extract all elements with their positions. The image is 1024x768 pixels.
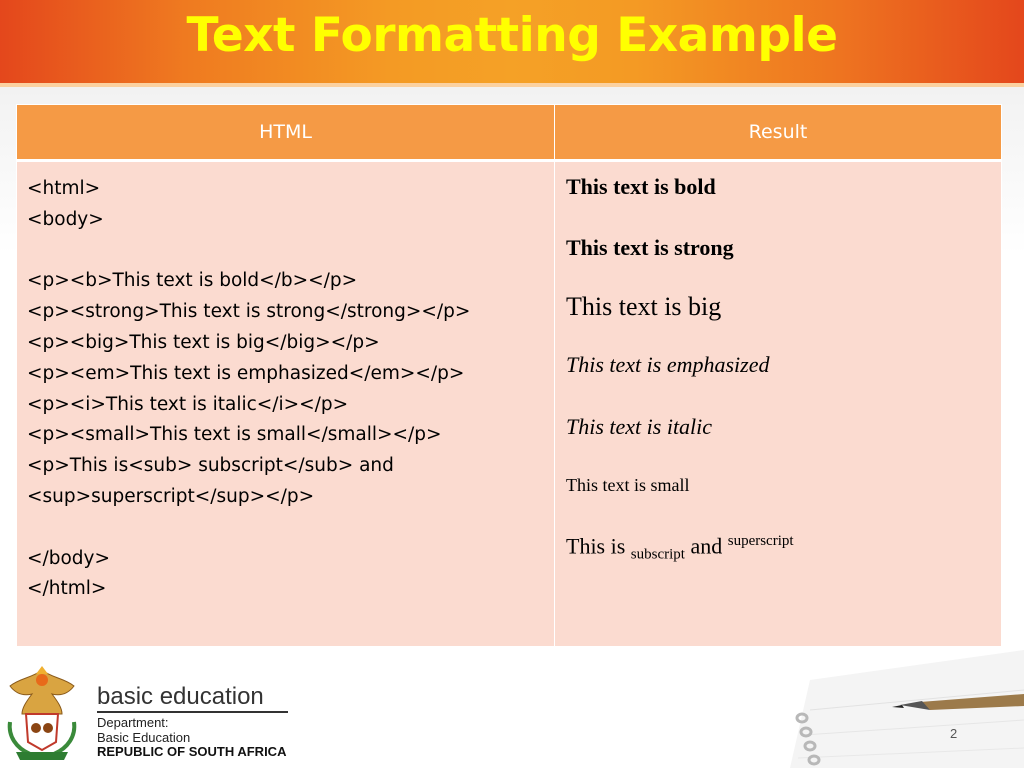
code-line: <p><big>This text is big</big></p> [27,331,380,353]
code-line: <p><em>This text is emphasized</em></p> [27,362,465,384]
brand-divider [97,711,288,713]
header-html: HTML [17,105,555,161]
formatting-table [16,104,1002,647]
coat-of-arms-icon [2,664,82,762]
code-line: <body> [27,208,104,230]
code-line: <p><i>This text is italic</i></p> [27,393,349,415]
department-label: Department: [97,715,169,730]
table-header-row [17,105,1002,161]
code-line: <p><b>This text is bold</b></p> [27,270,358,292]
result-subsup [566,533,1001,564]
result-emphasized: This text is emphasized [566,352,770,377]
header-result: Result [555,105,1002,161]
table-row [17,161,1002,647]
result-small: This text is small [566,475,690,495]
department-name: Basic Education [97,730,191,745]
code-block [17,162,554,605]
slide-title: Text Formatting Example [186,8,838,63]
code-line: </html> [27,578,107,600]
result-cell [555,161,1002,647]
html-code-cell [17,161,555,647]
country-name: REPUBLIC OF SOUTH AFRICA [97,744,287,759]
result-subscript: subscript [630,546,685,563]
notebook-pen-decoration [780,650,1024,768]
result-and: and [690,533,723,559]
result-subsup-prefix: This is [566,533,626,559]
code-blank-line [27,236,554,267]
result-block [555,162,1001,564]
code-line: <p><small>This text is small</small></p> [27,424,442,446]
result-superscript: superscript [727,533,794,549]
brand-name: basic education [97,683,264,710]
page-number: 2 [950,726,958,741]
code-line: </body> [27,547,110,569]
result-big: This text is big [566,292,722,321]
code-line: <p><strong>This text is strong</strong></p> [27,301,471,323]
code-line: <html> [27,178,101,199]
code-line: <sup>superscript</sup></p> [27,485,315,507]
result-strong: This text is strong [566,235,734,260]
result-italic: This text is italic [566,414,713,439]
code-line: <p>This is<sub> subscript</sub> and [27,455,394,477]
code-blank-line [27,513,554,544]
result-bold: This text is bold [566,174,716,199]
